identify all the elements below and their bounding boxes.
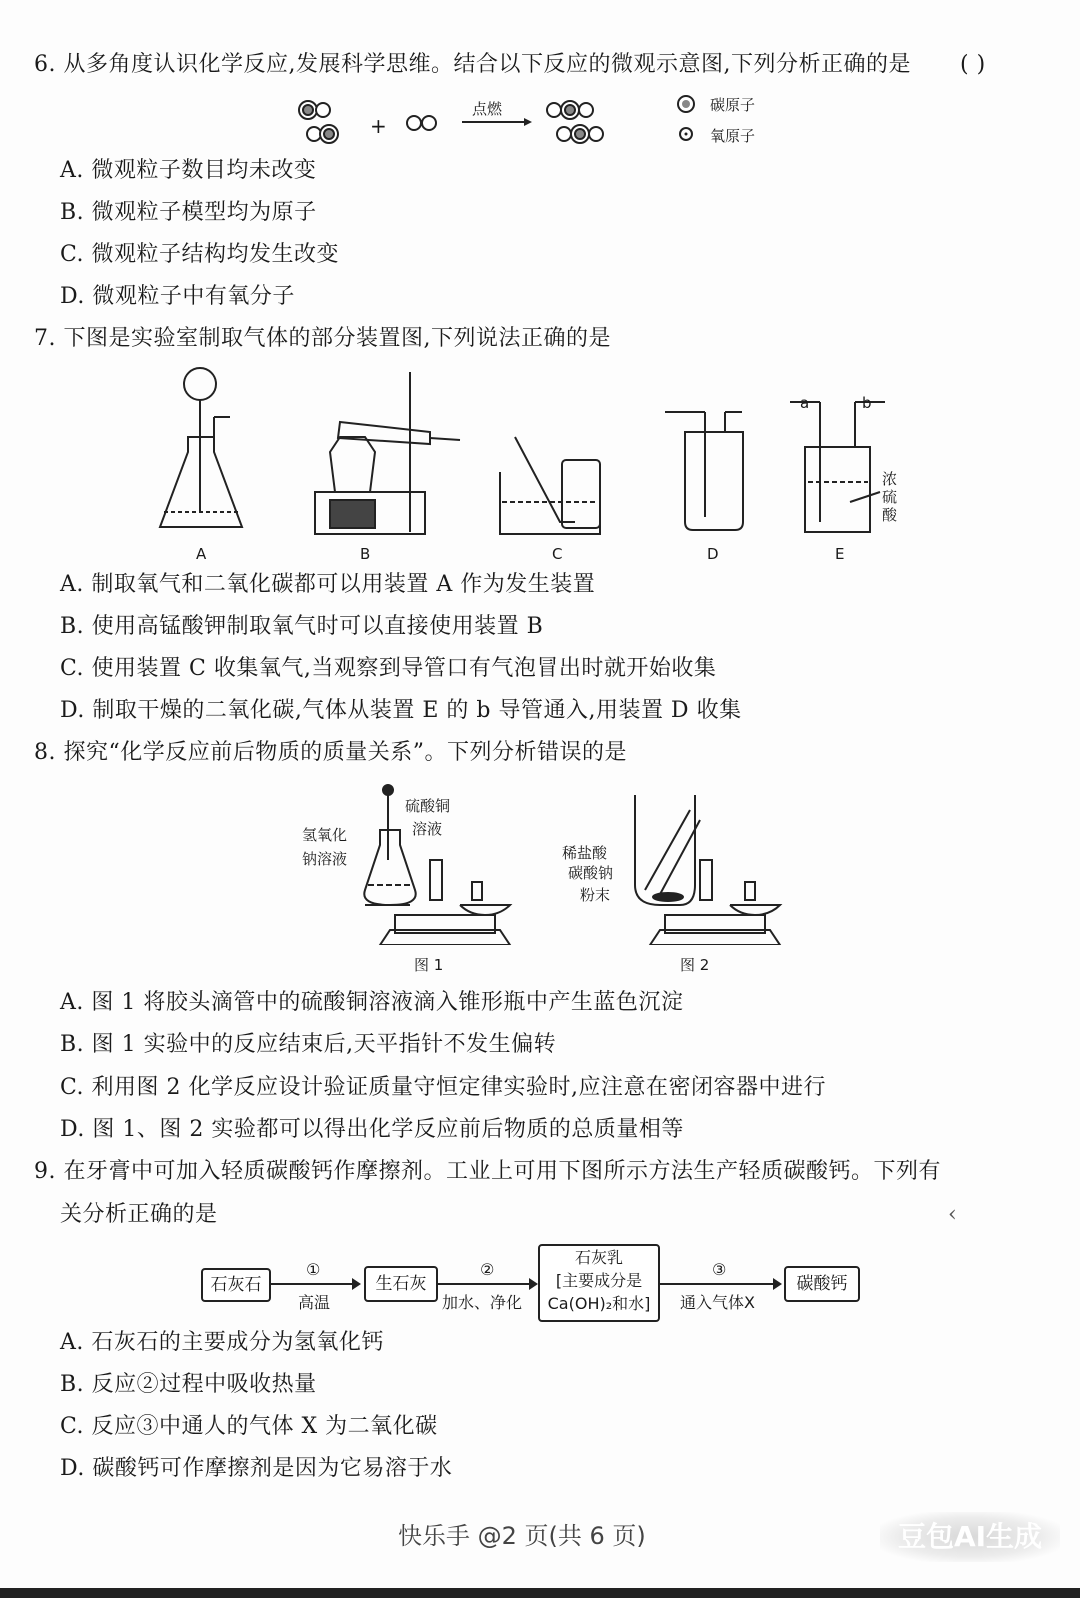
q8-option-c: C. 利用图 2 化学反应设计验证质量守恒定律实验时,应注意在密闭容器中进行 <box>60 1075 827 1100</box>
step3-number: ③ <box>712 1260 727 1279</box>
step1-condition: 高温 <box>298 1293 331 1312</box>
q6-answer-bracket: ( ) <box>960 52 986 77</box>
plus-sign: + <box>370 114 387 138</box>
q6-option-d: D. 微观粒子中有氧分子 <box>60 284 295 309</box>
q7-option-c: C. 使用装置 C 收集氧气,当观察到导管口有气泡冒出时就开始收集 <box>60 656 717 681</box>
fig1-label-solution: 溶液 <box>412 820 443 838</box>
concentrated-sulfuric-acid-label: 浓硫酸 <box>882 470 898 524</box>
tube-a-label: a <box>800 394 810 412</box>
q7-option-d: D. 制取干燥的二氧化碳,气体从装置 E 的 b 导管通入,用装置 D 收集 <box>60 698 742 723</box>
fig1-label-sodium-solution: 钠溶液 <box>302 850 348 868</box>
q8-option-b: B. 图 1 实验中的反应结束后,天平指针不发生偏转 <box>60 1032 557 1057</box>
flow-box-quicklime: 生石灰 <box>364 1266 438 1302</box>
q7-stem: 7. 下图是实验室制取气体的部分装置图,下列说法正确的是 <box>34 326 611 351</box>
lime-milk-composition-2: Ca(OH)₂和水] <box>547 1294 651 1313</box>
q7-apparatus-figure <box>150 362 930 542</box>
step2-condition: 加水、净化 <box>442 1293 523 1312</box>
fig1-caption: 图 1 <box>414 956 444 974</box>
fig1-label-copper-sulfate: 硫酸铜 <box>405 797 451 815</box>
q6-option-a: A. 微观粒子数目均未改变 <box>60 158 317 183</box>
legend-carbon: 碳原子 <box>710 96 756 114</box>
q6-stem: 6. 从多角度认识化学反应,发展科学思维。结合以下反应的微观示意图,下列分析正确的是 <box>34 52 911 77</box>
q9-option-b: B. 反应②过程中吸收热量 <box>60 1372 317 1397</box>
q8-option-a: A. 图 1 将胶头滴管中的硫酸铜溶液滴入锥形瓶中产生蓝色沉淀 <box>60 990 684 1015</box>
flow-box-lime-milk <box>538 1244 660 1322</box>
q8-option-d: D. 图 1、图 2 实验都可以得出化学反应前后物质的总质量相等 <box>60 1117 684 1142</box>
flow-arrow-2 <box>436 1283 536 1285</box>
step1-number: ① <box>306 1260 321 1279</box>
q9-option-c: C. 反应③中通人的气体 X 为二氧化碳 <box>60 1414 438 1439</box>
q9-stem-line2: 关分析正确的是 <box>60 1202 218 1227</box>
q9-stem-line1: 9. 在牙膏中可加入轻质碳酸钙作摩擦剂。工业上可用下图所示方法生产轻质碳酸钙。下列有 <box>34 1159 941 1184</box>
apparatus-label-b: B <box>360 545 371 563</box>
fig2-caption: 图 2 <box>680 956 710 974</box>
legend-oxygen: 氧原子 <box>710 127 756 145</box>
step3-condition: 通入气体X <box>680 1293 755 1312</box>
fig2-label-hydrochloric-acid: 稀盐酸 <box>562 844 608 862</box>
apparatus-label-d: D <box>707 545 719 563</box>
stray-mark: ‹ <box>948 1202 958 1227</box>
flow-box-limestone: 石灰石 <box>201 1268 271 1302</box>
flow-box-calcium-carbonate: 碳酸钙 <box>784 1266 860 1302</box>
apparatus-label-a: A <box>196 545 207 563</box>
fig2-label-sodium-carbonate: 碳酸钠 <box>568 864 614 882</box>
lime-milk-composition-1: [主要成分是 <box>555 1271 643 1290</box>
apparatus-label-c: C <box>552 545 563 563</box>
legend-atom-icons <box>676 94 696 144</box>
q7-option-b: B. 使用高锰酸钾制取氧气时可以直接使用装置 B <box>60 614 544 639</box>
q6-option-b: B. 微观粒子模型均为原子 <box>60 200 317 225</box>
lime-milk-title: 石灰乳 <box>574 1248 623 1267</box>
flow-arrow-1 <box>269 1283 359 1285</box>
q9-option-a: A. 石灰石的主要成分为氢氧化钙 <box>60 1330 384 1355</box>
flow-arrow-3 <box>658 1283 780 1285</box>
step2-number: ② <box>480 1260 495 1279</box>
tube-b-label: b <box>862 394 872 412</box>
apparatus-label-e: E <box>835 545 845 563</box>
page-footer: 快乐手 @2 页(共 6 页) <box>398 1522 646 1550</box>
q9-option-d: D. 碳酸钙可作摩擦剂是因为它易溶于水 <box>60 1456 453 1481</box>
q8-stem: 8. 探究“化学反应前后物质的质量关系”。下列分析错误的是 <box>34 740 627 765</box>
ai-watermark: 豆包AI生成 <box>880 1512 1060 1562</box>
fig2-label-powder: 粉末 <box>580 886 611 904</box>
q7-option-a: A. 制取氧气和二氧化碳都可以用装置 A 作为发生装置 <box>60 572 596 597</box>
fig1-label-sodium-hydroxide: 氢氧化 <box>302 826 348 844</box>
reaction-condition: 点燃 <box>472 100 503 118</box>
q6-option-c: C. 微观粒子结构均发生改变 <box>60 242 340 267</box>
bottom-edge <box>0 1588 1080 1598</box>
q6-reaction-diagram <box>290 92 610 152</box>
